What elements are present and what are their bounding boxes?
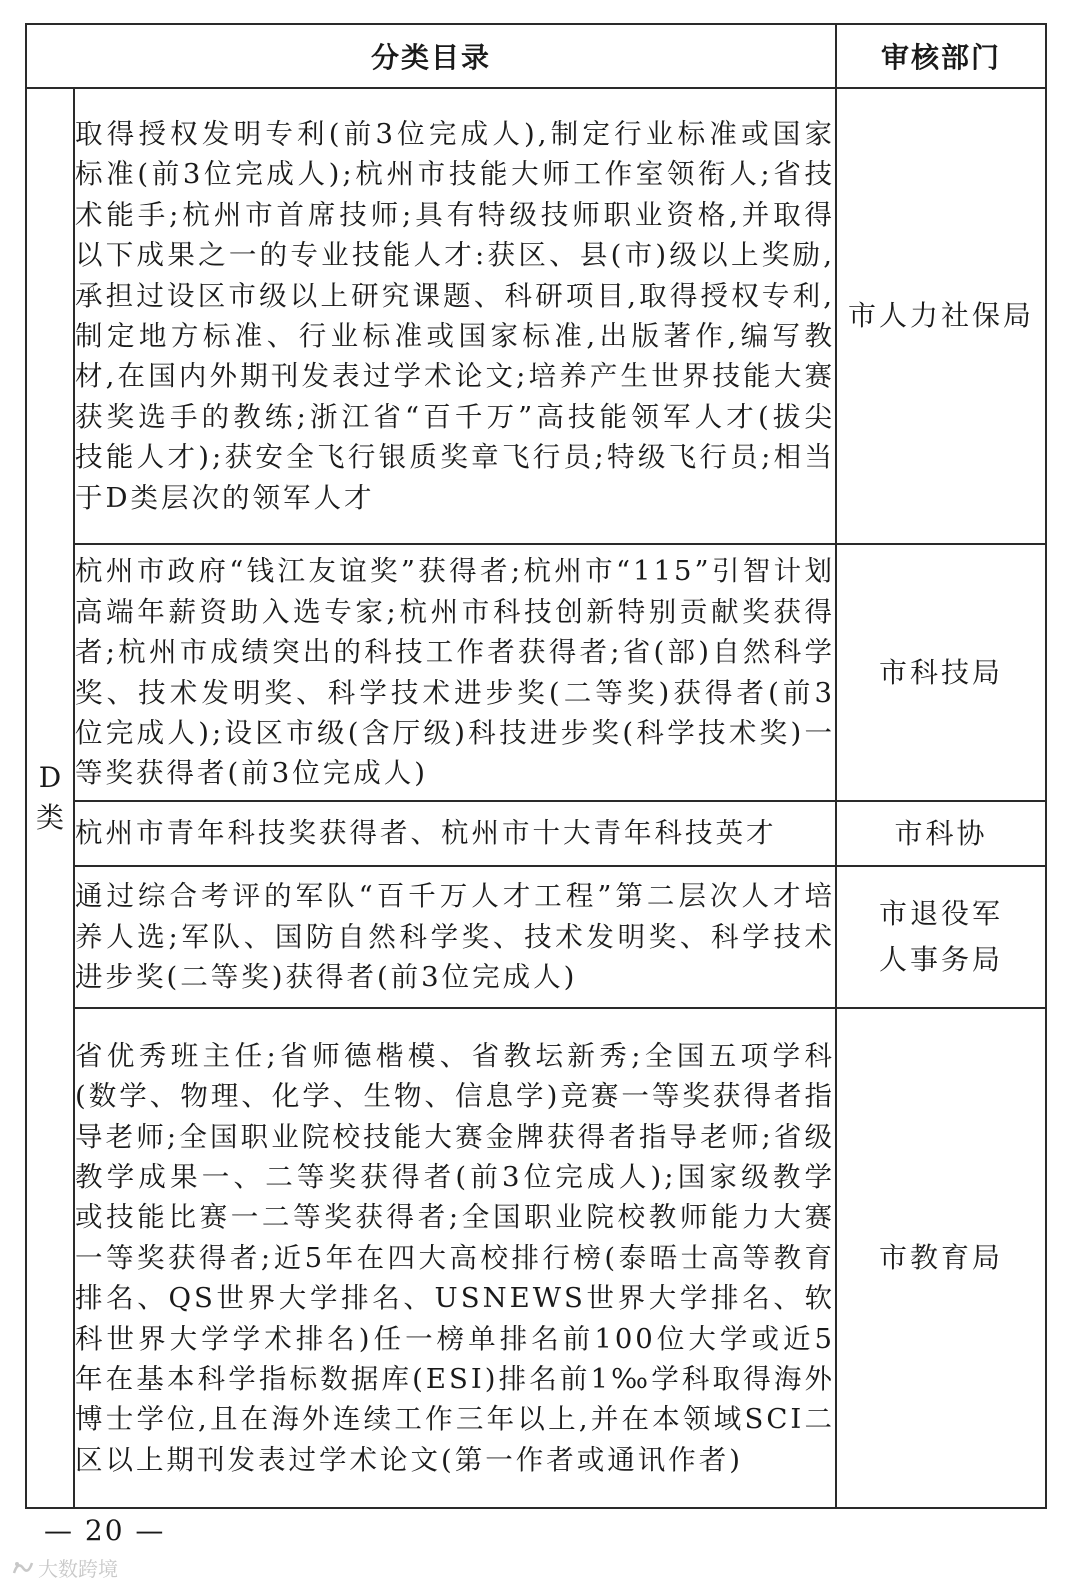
watermark-text: 大数跨境 [38, 1557, 118, 1581]
watermark-logo-icon [12, 1559, 34, 1577]
category-suffix: 类 [35, 801, 64, 834]
row-department: 市教育局 [836, 1008, 1046, 1508]
row-content: 杭州市政府“钱江友谊奖”获得者;杭州市“115”引智计划高端年薪资助入选专家;杭州市科技创新特别贡献奖获得者;杭州市成绩突出的科技工作者获得者;省(部)自然科学奖、技术发明奖、科学技术进步奖(二等奖)获得者(前3位完成人);设区市级(含厅级)科技进步奖(科学技术奖)一等奖获得者(前3位完成人) [74, 544, 836, 801]
row-content: 取得授权发明专利(前3位完成人),制定行业标准或国家标准(前3位完成人);杭州市技能大师工作室领衔人;省技术能手;杭州市首席技师;具有特级技师职业资格,并取得以下成果之一的专业技能人才:获区、县(市)级以上奖励,承担过设区市级以上研究课题、科研项目,取得授权专利,制定地方标准、行业标准或国家标准,出版著作,编写教材,在国内外期刊发表过学术论文;培养产生世界技能大赛获奖选手的教练;浙江省“百千万”高技能领军人才(拔尖技能人才);获安全飞行银质奖章飞行员;特级飞行员;相当于D类层次的领军人才 [74, 88, 836, 544]
category-label [26, 88, 74, 1508]
row-content: 通过综合考评的军队“百千万人才工程”第二层次人才培养人选;军队、国防自然科学奖、技术发明奖、科学技术进步奖(二等奖)获得者(前3位完成人) [74, 866, 836, 1008]
table-row [26, 866, 1046, 1008]
row-department: 市人力社保局 [836, 88, 1046, 544]
table-header-row [26, 24, 1046, 88]
table-row [26, 88, 1046, 544]
row-content: 省优秀班主任;省师德楷模、省教坛新秀;全国五项学科(数学、物理、化学、生物、信息学)竞赛一等奖获得者指导老师;全国职业院校技能大赛金牌获得者指导老师;省级教学成果一、二等奖获得者(前3位完成人);国家级教学或技能比赛一二等奖获得者;全国职业院校教师能力大赛一等奖获得者;近5年在四大高校排行榜(泰晤士高等教育排名、QS世界大学排名、USNEWS世界大学排名、软科世界大学学术排名)任一榜单排名前100位大学或近5年在基本科学指标数据库(ESI)排名前1‰学科取得海外博士学位,且在海外连续工作三年以上,并在本领域SCI二区以上期刊发表过学术论文(第一作者或通讯作者) [74, 1008, 836, 1508]
table-row [26, 1008, 1046, 1508]
row-content: 杭州市青年科技奖获得者、杭州市十大青年科技英才 [74, 801, 836, 866]
table-row [26, 801, 1046, 866]
row-department: 市科协 [836, 801, 1046, 866]
department-header: 审核部门 [836, 24, 1046, 88]
page-number: — 20 — [44, 1514, 166, 1547]
watermark [12, 1553, 118, 1582]
category-letter: D [38, 761, 62, 794]
row-department: 市退役军人事务局 [836, 866, 1046, 1008]
catalog-table [25, 23, 1047, 1509]
catalog-header: 分类目录 [26, 24, 836, 88]
row-department: 市科技局 [836, 544, 1046, 801]
table-row [26, 544, 1046, 801]
